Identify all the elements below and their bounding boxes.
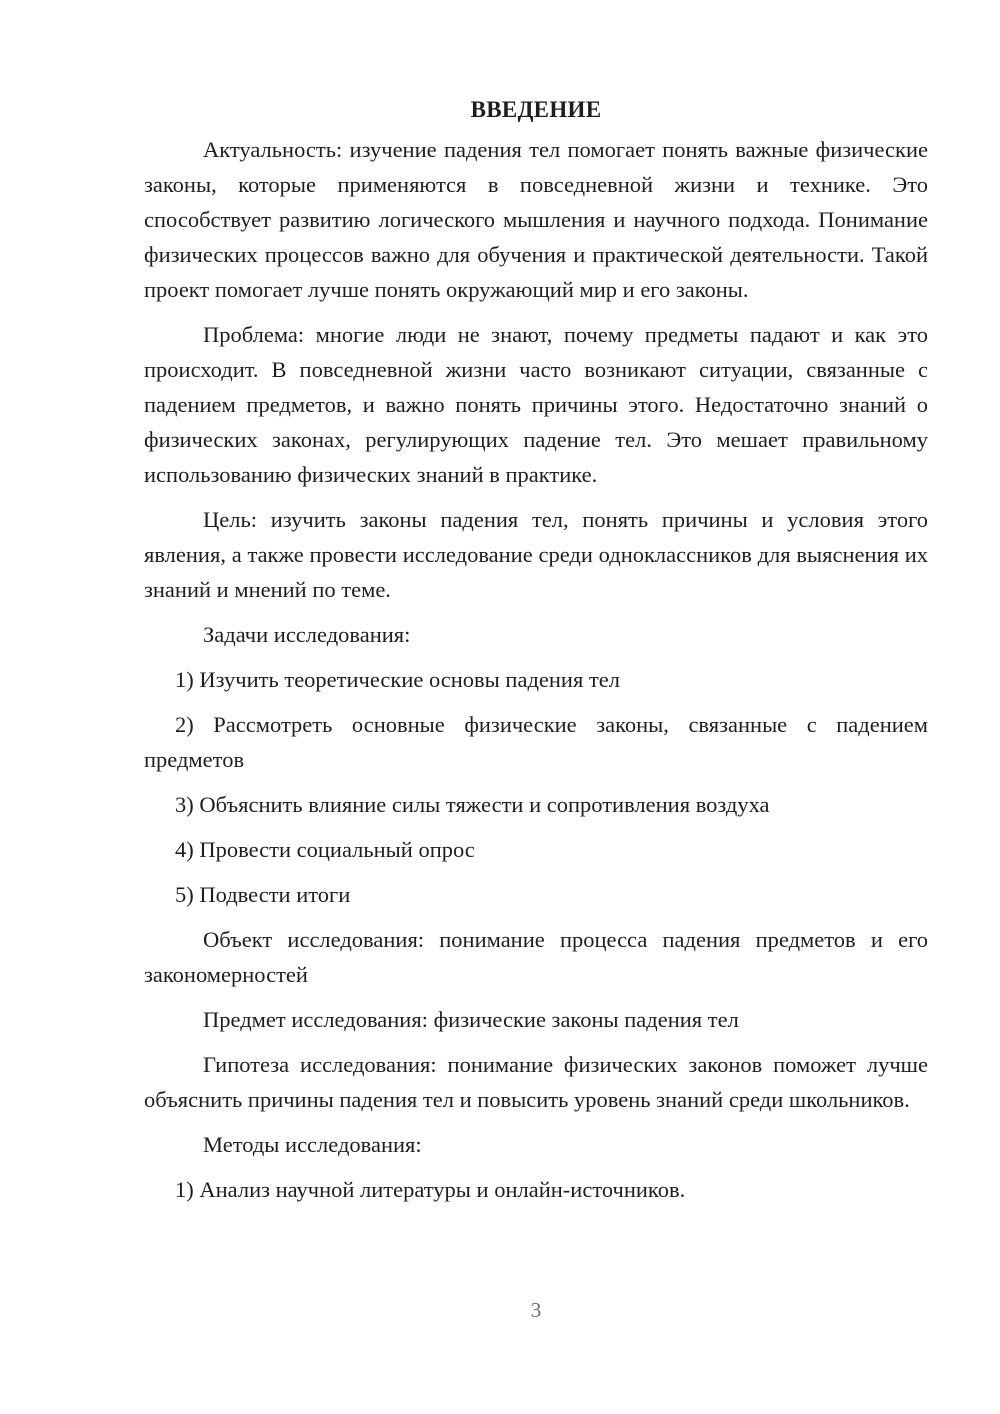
task-item-1: 1) Изучить теоретические основы падения тел — [175, 667, 620, 692]
relevance-paragraph: Актуальность: изучение падения тел помогает понять важные физические законы, которые применяются в повседневной жизни и технике. Это способствует развитию логического мышления и научного подхода. Понимание физических процессов важно для обучения и практической деятельности. Такой проект помогает лучше понять окружающий мир и его законы. — [144, 137, 928, 302]
task-item-2: 2) Рассмотреть основные физические законы, связанные с падением предметов — [144, 712, 928, 772]
goal-paragraph: Цель: изучить законы падения тел, понять причины и условия этого явления, а также провести исследование среди одноклассников для выяснения их знаний и мнений по теме. — [144, 507, 928, 602]
object-paragraph: Объект исследования: понимание процесса падения предметов и его закономерностей — [144, 927, 928, 987]
problem-paragraph: Проблема: многие люди не знают, почему предметы падают и как это происходит. В повседневной жизни часто возникают ситуации, связанные с падением предметов, и важно понять причины этого. Недостаточно знаний о физических законах, регулирующих падение тел. Это мешает правильному использованию физических знаний в практике. — [144, 322, 928, 487]
hypothesis-paragraph: Гипотеза исследования: понимание физических законов поможет лучше объяснить причины падения тел и повысить уровень знаний среди школьников. — [144, 1052, 928, 1112]
task-item-4: 4) Провести социальный опрос — [175, 837, 475, 862]
method-item-1: 1) Анализ научной литературы и онлайн-источников. — [175, 1177, 686, 1202]
subject-paragraph: Предмет исследования: физические законы падения тел — [203, 1007, 739, 1032]
document-page — [144, 92, 928, 1217]
methods-heading: Методы исследования: — [203, 1132, 422, 1157]
task-item-5: 5) Подвести итоги — [175, 882, 351, 907]
task-item-3: 3) Объяснить влияние силы тяжести и сопротивления воздуха — [175, 792, 770, 817]
section-title: ВВЕДЕНИЕ — [470, 97, 602, 122]
tasks-heading: Задачи исследования: — [203, 622, 411, 647]
page-number: 3 — [530, 1298, 542, 1322]
